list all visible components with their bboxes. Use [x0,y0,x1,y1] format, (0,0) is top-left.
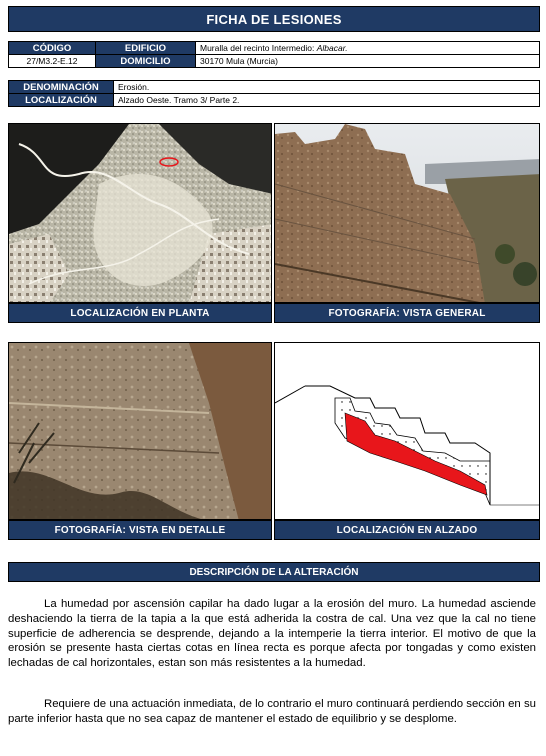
detail-table [8,80,540,107]
aerial-map-graphic [9,124,272,303]
denominacion-label: DENOMINACIÓN [9,81,114,94]
caption-planta: LOCALIZACIÓN EN PLANTA [8,303,272,323]
edificio-label: EDIFICIO [96,42,196,55]
erosion-area [345,413,487,495]
edificio-value-text: Muralla del recinto Intermedio: [200,43,317,53]
elevation-diagram [274,342,540,520]
detail-view-photo [8,342,272,520]
caption-vista-detalle: FOTOGRAFÍA: VISTA EN DETALLE [8,520,272,540]
caption-alzado: LOCALIZACIÓN EN ALZADO [274,520,540,540]
aerial-plan-image [8,123,272,303]
codigo-label: CÓDIGO [9,42,96,55]
detail-view-graphic [9,343,272,520]
localizacion-label: LOCALIZACIÓN [9,94,114,107]
domicilio-label: DOMICILIO [96,55,196,68]
general-view-graphic [275,124,540,303]
document-title: FICHA DE LESIONES [8,6,540,32]
edificio-value [196,42,540,55]
header-table [8,41,540,68]
general-view-photo [274,123,540,303]
description-paragraph-1: La humedad por ascensión capilar ha dado lugar a la erosión del muro. La humedad asciende deshaciendo la tierra de la tapia a la que está adherida la costra de cal. Una vez que la cal no tiene superficie de adherencia se desprende, dejando a la intemperie la tierra interior. El motivo de que la erosión se presente hasta ciertas cotas en línea recta es porque afecta por tongadas y como existen lechadas de cal horizontales, estan son más resistentes a la humedad. [8,598,536,670]
edificio-value-italic: Albacar. [316,43,348,53]
description-heading: DESCRIPCIÓN DE LA ALTERACIÓN [8,562,540,582]
description-paragraph-2: Requiere de una actuación inmediata, de lo contrario el muro continuará perdiendo sección en su parte inferior hasta que no sea capaz de mantener el estado de equilibrio y se desplome. [8,698,536,725]
caption-vista-general: FOTOGRAFÍA: VISTA GENERAL [274,303,540,323]
codigo-value: 27/M3.2-E.12 [9,55,96,68]
localizacion-value: Alzado Oeste. Tramo 3/ Parte 2. [114,94,540,107]
denominacion-value: Erosión. [114,81,540,94]
domicilio-value: 30170 Mula (Murcia) [196,55,540,68]
elevation-graphic [275,343,540,520]
